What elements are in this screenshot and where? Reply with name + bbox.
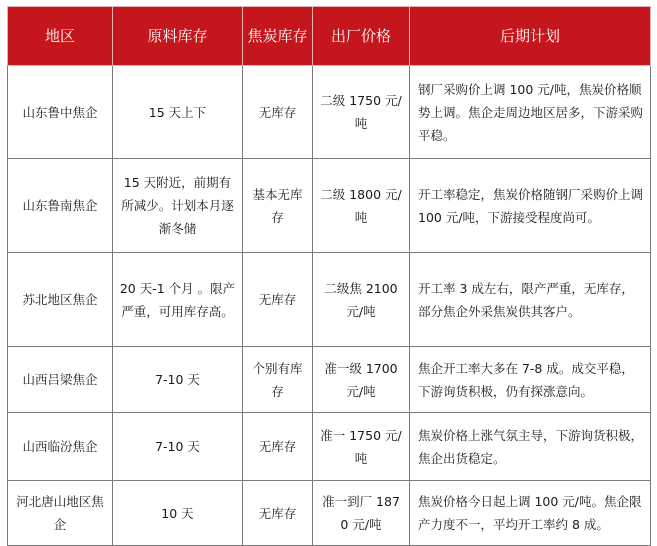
cell-price: 二级 1750 元/吨 [313,66,410,159]
cell-coke-stock: 无库存 [243,413,313,481]
header-price: 出厂价格 [313,7,410,66]
cell-coke-stock: 无库存 [243,66,313,159]
table-row [8,413,651,481]
coke-market-table [7,6,651,546]
cell-price: 准一到厂 1870 元/吨 [313,481,410,546]
cell-plan: 焦企开工率大多在 7-8 成。成交平稳，下游询货积极，仍有探涨意向。 [410,347,651,413]
cell-coke-stock: 基本无库存 [243,159,313,253]
cell-region: 山东鲁南焦企 [8,159,113,253]
cell-coke-stock: 无库存 [243,253,313,347]
cell-raw-stock: 7-10 天 [113,413,243,481]
cell-raw-stock: 20 天-1 个月 。限产严重，可用库存高。 [113,253,243,347]
cell-plan: 焦炭价格上涨气氛主导，下游询货积极，焦企出货稳定。 [410,413,651,481]
cell-raw-stock: 10 天 [113,481,243,546]
cell-region: 苏北地区焦企 [8,253,113,347]
cell-region: 山西临汾焦企 [8,413,113,481]
cell-plan: 开工率稳定，焦炭价格随钢厂采购价上调 100 元/吨，下游接受程度尚可。 [410,159,651,253]
cell-region: 河北唐山地区焦企 [8,481,113,546]
cell-raw-stock: 7-10 天 [113,347,243,413]
cell-plan: 焦炭价格今日起上调 100 元/吨。焦企限产力度不一，平均开工率约 8 成。 [410,481,651,546]
cell-plan: 开工率 3 成左右，限产严重，无库存，部分焦企外采焦炭供其客户。 [410,253,651,347]
cell-region: 山西吕梁焦企 [8,347,113,413]
header-row [8,7,651,66]
header-region: 地区 [8,7,113,66]
table-header [8,7,651,66]
table-row [8,481,651,546]
table-row [8,159,651,253]
cell-price: 准一 1750 元/吨 [313,413,410,481]
table-row [8,347,651,413]
cell-region: 山东鲁中焦企 [8,66,113,159]
cell-price: 二级焦 2100 元/吨 [313,253,410,347]
header-coke-stock: 焦炭库存 [243,7,313,66]
table-row [8,253,651,347]
table-body [8,66,651,546]
table-row [8,66,651,159]
cell-raw-stock: 15 天上下 [113,66,243,159]
cell-price: 准一级 1700 元/吨 [313,347,410,413]
cell-coke-stock: 个别有库存 [243,347,313,413]
header-plan: 后期计划 [410,7,651,66]
cell-plan: 钢厂采购价上调 100 元/吨，焦炭价格顺势上调。焦企走周边地区居多，下游采购平稳。 [410,66,651,159]
cell-raw-stock: 15 天附近，前期有所减少。计划本月逐渐冬储 [113,159,243,253]
cell-price: 二级 1800 元/吨 [313,159,410,253]
header-raw-stock: 原料库存 [113,7,243,66]
cell-coke-stock: 无库存 [243,481,313,546]
